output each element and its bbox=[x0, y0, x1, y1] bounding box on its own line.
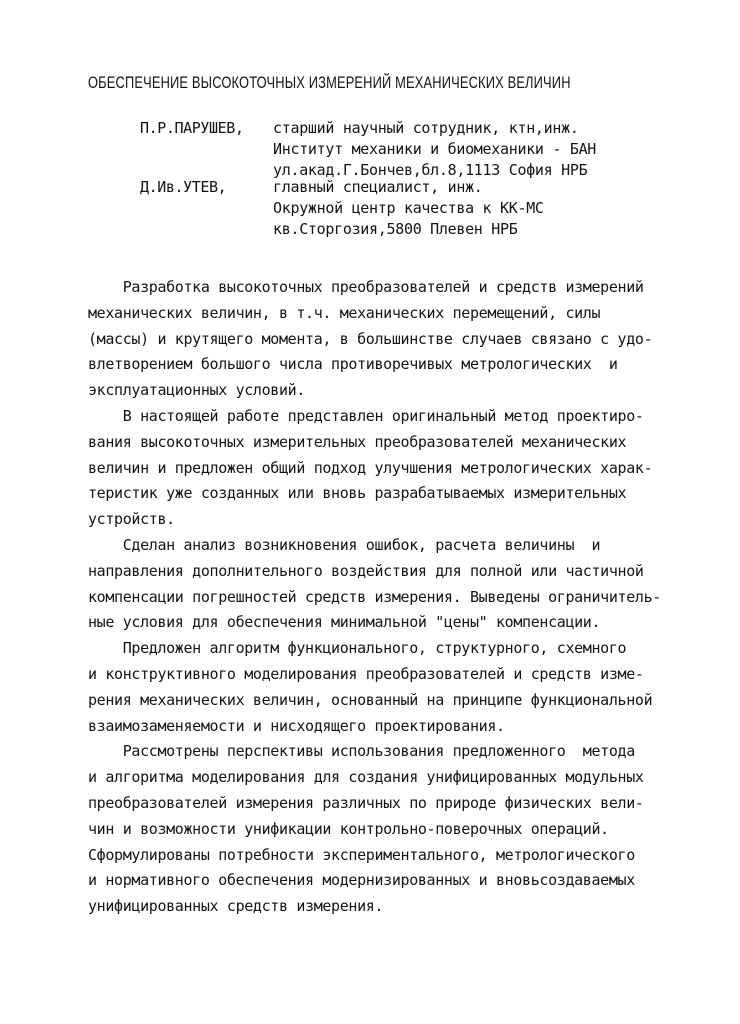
text-line: устройств. bbox=[88, 510, 175, 529]
author-affiliation-line: главный специалист, инж. bbox=[273, 178, 483, 196]
text-line: Сформулированы потребности экспериментального, метрологического bbox=[88, 845, 635, 864]
author-affiliation-line: старший научный сотрудник, ктн,инж. bbox=[273, 119, 579, 137]
text-line: Предложен алгоритм функционального, структурного, схемного bbox=[88, 639, 627, 658]
paragraph bbox=[88, 404, 708, 533]
text-line: чин и возможности унификации контрольно-поверочных операций. bbox=[88, 819, 609, 838]
author-affiliation-line: ул.акад.Г.Бончев,бл.8,1113 София НРБ bbox=[273, 161, 588, 179]
text-line: Рассмотрены перспективы использования предложенного метода bbox=[88, 742, 635, 761]
paragraph bbox=[88, 275, 708, 404]
text-line: унифицированных средств измерения. bbox=[88, 897, 384, 916]
author-affiliation bbox=[273, 118, 596, 181]
text-line: взаимозаменяемости и нисходящего проектирования. bbox=[88, 716, 505, 735]
paragraph bbox=[88, 636, 708, 739]
abstract-body bbox=[88, 275, 708, 920]
text-line: и нормативного обеспечения модернизированных и вновьсоздаваемых bbox=[88, 871, 635, 890]
text-line: Разработка высокоточных преобразователей и средств измерений bbox=[88, 278, 644, 296]
text-line: теристик уже созданных или вновь разрабатываемых измерительных bbox=[88, 484, 627, 503]
author-affiliation-line: кв.Сторгозия,5800 Плевен НРБ bbox=[273, 220, 518, 238]
text-line: и алгоритма моделирования для создания унифицированных модульных bbox=[88, 768, 644, 787]
text-line: преобразователей измерения различных по природе физических вели- bbox=[88, 793, 644, 812]
text-line: В настоящей работе представлен оригинальный метод проектиро- bbox=[88, 406, 644, 425]
text-line: направления дополнительного воздействия для полной или частичной bbox=[88, 561, 644, 580]
author-affiliation-line: Окружной центр качества к КК-МС bbox=[273, 199, 544, 217]
text-line: Сделан анализ возникновения ошибок, расчета величины и bbox=[88, 535, 601, 554]
author-name: П.Р.ПАРУШЕВ, bbox=[140, 119, 244, 137]
text-line: эксплуатационных условий. bbox=[88, 381, 306, 400]
text-line: компенсации погрешностей средств измерения. Выведены ограничитель- bbox=[88, 587, 661, 606]
author-affiliation-line: Институт механики и биомеханики - БАН bbox=[273, 140, 597, 158]
text-line: механических величин, в т.ч. механических перемещений, силы bbox=[88, 303, 601, 322]
text-line: влетворением большого числа противоречивых метрологических и bbox=[88, 355, 618, 374]
text-line: (массы) и крутящего момента, в большинстве случаев связано с удо- bbox=[88, 329, 653, 348]
author-name: Д.Ив.УТЕВ, bbox=[140, 178, 227, 196]
paragraph bbox=[88, 533, 708, 636]
author-affiliation bbox=[273, 177, 544, 240]
text-line: ные условия для обеспечения минимальной "цены" компенсации. bbox=[88, 613, 601, 632]
text-line: рения механических величин, основанный на принципе функциональной bbox=[88, 690, 653, 709]
text-line: вания высокоточных измерительных преобразователей механических bbox=[88, 432, 627, 451]
text-line: и конструктивного моделирования преобразователей и средств изме- bbox=[88, 664, 644, 683]
text-line: величин и предложен общий подход улучшения метрологических харак- bbox=[88, 458, 653, 477]
document-title: ОБЕСПЕЧЕНИЕ ВЫСОКОТОЧНЫХ ИЗМЕРЕНИЙ МЕХАНИЧЕСКИХ ВЕЛИЧИН bbox=[88, 74, 571, 92]
paragraph bbox=[88, 739, 708, 920]
